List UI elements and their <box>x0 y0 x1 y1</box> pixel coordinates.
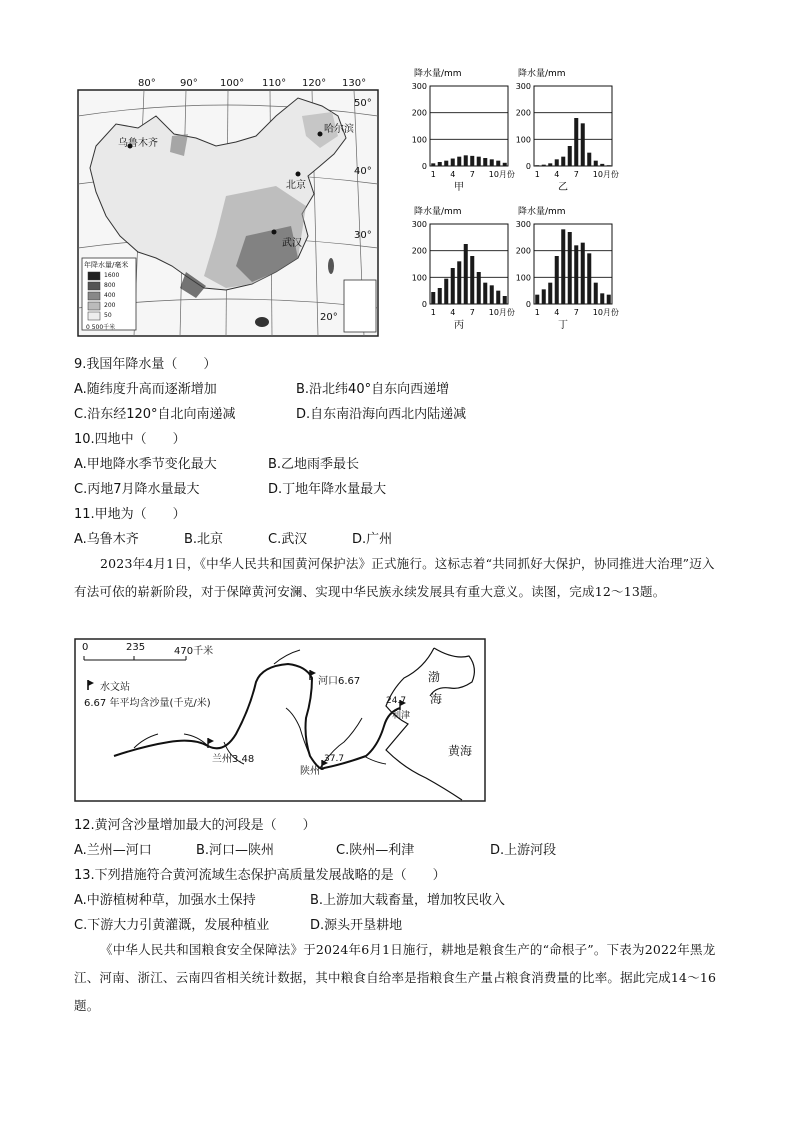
legend-station-label: 水文站 <box>100 682 130 693</box>
chart-bar <box>477 272 481 304</box>
chart-bar <box>535 165 539 166</box>
q9-option-c[interactable]: C.沿东经120°自北向南递减 <box>74 407 236 422</box>
chart-bar <box>555 256 559 304</box>
q9-option-a[interactable]: A.随纬度升高而逐渐增加 <box>74 382 217 397</box>
chart-bar <box>503 163 507 166</box>
lon-label: 110° <box>262 78 287 89</box>
passage-grain-security-law: 《中华人民共和国粮食安全保障法》于2024年6月1日施行，耕地是粮食生产的“命根子”。下表为2022年黑龙江、河南、浙江、云南四省相关统计数据，其中粮食自给率是指粮食生产量占粮食消费量的比率。据此完成14～16题。 <box>74 942 717 1013</box>
chart-bar <box>607 165 611 166</box>
chart-ytick: 0 <box>525 162 531 171</box>
chart-bar <box>607 295 611 304</box>
chart-caption: 丁 <box>558 320 568 331</box>
climate-charts-svg <box>400 64 630 344</box>
chart-bar <box>581 123 585 166</box>
chart-ytick: 0 <box>525 300 531 309</box>
chart-bar <box>464 155 468 166</box>
china-map-svg <box>76 76 386 338</box>
city-harbin: 哈尔滨 <box>324 124 354 135</box>
q13-option-a[interactable]: A.中游植树种草，加强水土保持 <box>74 893 256 908</box>
q13-stem: 13.下列措施符合黄河流域生态保护高质量发展战略的是（ ） <box>74 868 446 883</box>
label-shanzhou-value: 37.7 <box>324 754 345 764</box>
chart-bar <box>477 157 481 166</box>
chart-xtick: 10月份 <box>592 170 619 179</box>
chart-ytick: 200 <box>411 108 427 118</box>
chart-ytick: 0 <box>421 300 427 309</box>
label-lijin: 利津 <box>392 711 411 721</box>
chart-ytick: 100 <box>515 135 531 145</box>
chart-ytick: 100 <box>411 273 427 283</box>
map-scale: 0 500千米 <box>86 324 116 331</box>
chart-bar <box>574 118 578 166</box>
label-bohai-1: 渤 <box>428 670 441 684</box>
q11-option-b[interactable]: B.北京 <box>184 532 224 547</box>
lon-label: 100° <box>220 78 245 89</box>
chart-bar <box>470 256 474 304</box>
chart-xtick: 1 <box>534 170 540 179</box>
chart-xtick: 7 <box>573 308 579 317</box>
q13-option-c[interactable]: C.下游大力引黄灌溉，发展种植业 <box>74 918 270 933</box>
chart-bar <box>470 156 474 166</box>
q13-option-b[interactable]: B.上游加大载畜量，增加牧民收入 <box>310 893 506 908</box>
chart-ytick: 100 <box>515 273 531 283</box>
chart-bar <box>587 253 591 304</box>
chart-bar <box>490 159 494 166</box>
q12-option-c[interactable]: C.陕州—利津 <box>336 843 415 858</box>
chart-bar <box>483 283 487 304</box>
label-hekou: 河口6.67 <box>318 676 361 687</box>
q11-option-d[interactable]: D.广州 <box>352 532 393 547</box>
chart-bar <box>464 244 468 304</box>
chart-bar <box>451 268 455 304</box>
scale-tick: 235 <box>126 642 146 653</box>
q9-stem: 9.我国年降水量（ ） <box>74 357 217 372</box>
chart-xtick: 1 <box>534 308 540 317</box>
passage-yellow-river-law: 2023年4月1日，《中华人民共和国黄河保护法》正式施行。这标志着“共同抓好大保护，协同推进大治理”迈入有法可依的崭新阶段，对于保障黄河安澜、实现中华民族永续发展具有重大意义。读图，完成12～13题。 <box>74 556 715 599</box>
q12-option-d[interactable]: D.上游河段 <box>490 843 557 858</box>
chart-bar <box>600 293 604 304</box>
lat-label: 30° <box>354 230 372 241</box>
chart-xtick: 4 <box>450 170 456 179</box>
chart-caption: 丙 <box>454 320 464 331</box>
chart-frame <box>430 86 508 166</box>
q10-option-a[interactable]: A.甲地降水季节变化最大 <box>74 457 217 472</box>
chart-ytick: 300 <box>411 82 427 91</box>
chart-bar <box>438 162 442 166</box>
lon-label: 120° <box>302 78 327 89</box>
chart-ytick: 300 <box>411 220 427 229</box>
chart-bar <box>542 289 546 304</box>
chart-ytick: 300 <box>515 82 531 91</box>
label-shanzhou: 陕州 <box>300 766 320 777</box>
chart-bar <box>483 158 487 166</box>
chart-bar <box>587 153 591 166</box>
label-lanzhou: 兰州3.48 <box>212 754 255 765</box>
lon-label: 90° <box>180 78 198 89</box>
chart-bar <box>561 229 565 304</box>
chart-bar <box>581 243 585 304</box>
chart-bar <box>600 164 604 166</box>
city-wuhan: 武汉 <box>282 238 302 249</box>
chart-bar <box>561 157 565 166</box>
lat-label: 50° <box>354 98 372 109</box>
chart-xtick: 7 <box>469 170 475 179</box>
chart-bar <box>438 288 442 304</box>
q13-option-d[interactable]: D.源头开垦耕地 <box>310 918 403 933</box>
q12-stem: 12.黄河含沙量增加最大的河段是（ ） <box>74 818 316 833</box>
chart-bar <box>451 159 455 166</box>
legend-value: 1600 <box>104 272 120 279</box>
chart-bar <box>542 165 546 166</box>
chart-bar <box>457 261 461 304</box>
chart-ylabel: 降水量/mm <box>414 69 462 79</box>
chart-xtick: 1 <box>430 308 436 317</box>
q12-option-a[interactable]: A.兰州—河口 <box>74 843 152 858</box>
chart-xtick: 4 <box>450 308 456 317</box>
q10-stem: 10.四地中（ ） <box>74 432 186 447</box>
q9-option-d[interactable]: D.自东南沿海向西北内陆递减 <box>296 407 467 422</box>
chart-xtick: 4 <box>554 308 560 317</box>
chart-bar <box>568 232 572 304</box>
chart-xtick: 7 <box>469 308 475 317</box>
q12-option-b[interactable]: B.河口—陕州 <box>196 843 275 858</box>
city-urumqi: 乌鲁木齐 <box>118 138 158 149</box>
chart-xtick: 7 <box>573 170 579 179</box>
yellow-river-map <box>74 638 486 802</box>
legend-value: 50 <box>104 312 112 319</box>
chart-bar <box>548 163 552 166</box>
chart-bar <box>444 161 448 166</box>
lat-label: 40° <box>354 166 372 177</box>
legend-value: 800 <box>104 282 116 289</box>
chart-ytick: 0 <box>421 162 427 171</box>
chart-bar <box>431 163 435 166</box>
chart-ytick: 300 <box>515 220 531 229</box>
chart-bar <box>431 292 435 304</box>
q11-option-a[interactable]: A.乌鲁木齐 <box>74 532 139 547</box>
label-bohai-2: 海 <box>430 692 443 706</box>
q10-option-c[interactable]: C.丙地7月降水量最大 <box>74 482 200 497</box>
chart-bar <box>574 245 578 304</box>
chart-frame <box>534 86 612 166</box>
chart-caption: 甲 <box>454 182 464 193</box>
chart-bar <box>496 161 500 166</box>
q11-option-c[interactable]: C.武汉 <box>268 532 308 547</box>
map-legend-title: 年降水量/毫米 <box>84 261 129 269</box>
chart-bar <box>568 146 572 166</box>
lon-label: 80° <box>138 78 156 89</box>
q11-stem: 11.甲地为（ ） <box>74 507 186 522</box>
label-huanghai: 黄海 <box>448 744 473 758</box>
q9-option-b[interactable]: B.沿北纬40°自东向西递增 <box>296 382 450 397</box>
chart-xtick: 4 <box>554 170 560 179</box>
chart-ytick: 200 <box>515 246 531 256</box>
chart-bar <box>548 283 552 304</box>
chart-xtick: 10月份 <box>488 170 515 179</box>
chart-ylabel: 降水量/mm <box>414 207 462 217</box>
q10-option-d[interactable]: D.丁地年降水量最大 <box>268 482 387 497</box>
legend-sediment-desc: 6.67 年平均含沙量(千克/米) <box>84 698 211 709</box>
scale-tick: 470千米 <box>174 646 214 657</box>
yellow-river-map-svg <box>74 638 486 802</box>
legend-value: 400 <box>104 292 116 299</box>
lon-label: 130° <box>342 78 367 89</box>
chart-xtick: 10月份 <box>488 308 515 317</box>
chart-bar <box>496 291 500 304</box>
chart-bar <box>555 159 559 166</box>
chart-bar <box>444 279 448 304</box>
chart-bar <box>503 296 507 304</box>
scale-tick: 0 <box>82 642 89 653</box>
chart-bar <box>535 295 539 304</box>
legend-value: 200 <box>104 302 116 309</box>
lat-label: 20° <box>320 312 338 323</box>
q10-option-b[interactable]: B.乙地雨季最长 <box>268 457 360 472</box>
chart-ytick: 200 <box>411 246 427 256</box>
chart-bar <box>490 285 494 304</box>
chart-ytick: 100 <box>411 135 427 145</box>
china-precipitation-map <box>76 76 386 338</box>
chart-ytick: 200 <box>515 108 531 118</box>
chart-bar <box>457 157 461 166</box>
climate-charts <box>400 64 630 344</box>
chart-xtick: 10月份 <box>592 308 619 317</box>
label-lijin-value: 24.7 <box>386 696 407 706</box>
chart-ylabel: 降水量/mm <box>518 207 566 217</box>
chart-ylabel: 降水量/mm <box>518 69 566 79</box>
chart-bar <box>594 161 598 166</box>
chart-xtick: 1 <box>430 170 436 179</box>
chart-bar <box>594 283 598 304</box>
chart-caption: 乙 <box>558 182 568 193</box>
city-beijing: 北京 <box>286 180 306 191</box>
